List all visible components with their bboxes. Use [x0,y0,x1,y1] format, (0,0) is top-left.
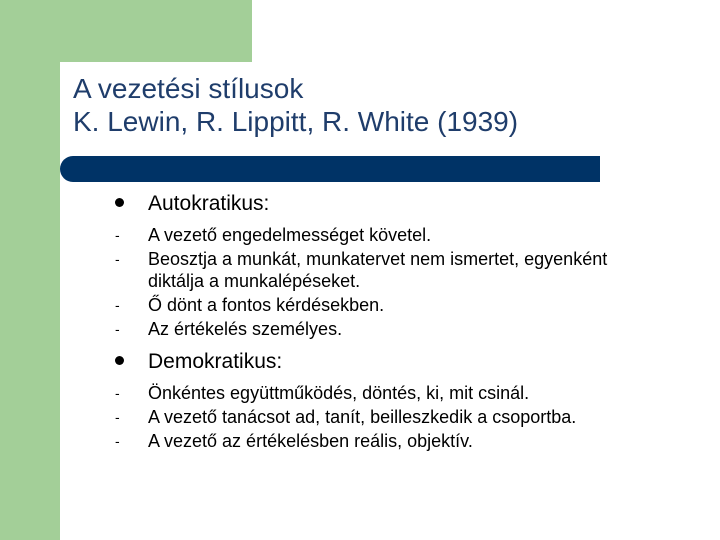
list-item-text: A vezető az értékelésben reális, objektív. [148,431,473,451]
dash-icon: - [115,227,120,243]
list-item [110,406,668,428]
slide-content [110,190,710,454]
list-item [110,294,668,316]
section-autokratikus [110,190,710,218]
list-item-text: Beosztja a munkát, munkatervet nem ismertet, egyenként diktálja a munkalépéseket. [148,249,608,291]
section-heading: Autokratikus: [148,192,270,215]
list-item-text: A vezető tanácsot ad, tanít, beilleszkedik a csoportba. [148,407,577,427]
bullet-icon [115,198,124,207]
section-heading: Demokratikus: [148,350,283,373]
dash-icon: - [115,251,120,267]
list-item-text: Az értékelés személyes. [148,319,343,339]
title-line-2: K. Lewin, R. Lippitt, R. White (1939) [73,106,519,137]
list-item-text: Önkéntes együttműködés, döntés, ki, mit csinál. [148,383,530,403]
dash-icon: - [115,385,120,401]
slide-title [73,72,673,138]
dash-icon: - [115,409,120,425]
list-item [110,224,668,246]
bullet-icon [115,356,124,365]
section-demokratikus [110,348,710,376]
title-line-1: A vezetési stílusok [73,73,304,104]
list-item [110,248,668,292]
list-item-text: A vezető engedelmességet követel. [148,225,432,245]
list-item [110,430,668,452]
decorative-green-band-top [0,0,252,62]
list-item [110,318,668,340]
dash-icon: - [115,321,120,337]
decorative-green-band-left [0,0,60,540]
list-item [110,382,668,404]
title-divider-bar [60,156,600,182]
list-item-text: Ő dönt a fontos kérdésekben. [148,295,385,315]
dash-icon: - [115,297,120,313]
dash-icon: - [115,433,120,449]
